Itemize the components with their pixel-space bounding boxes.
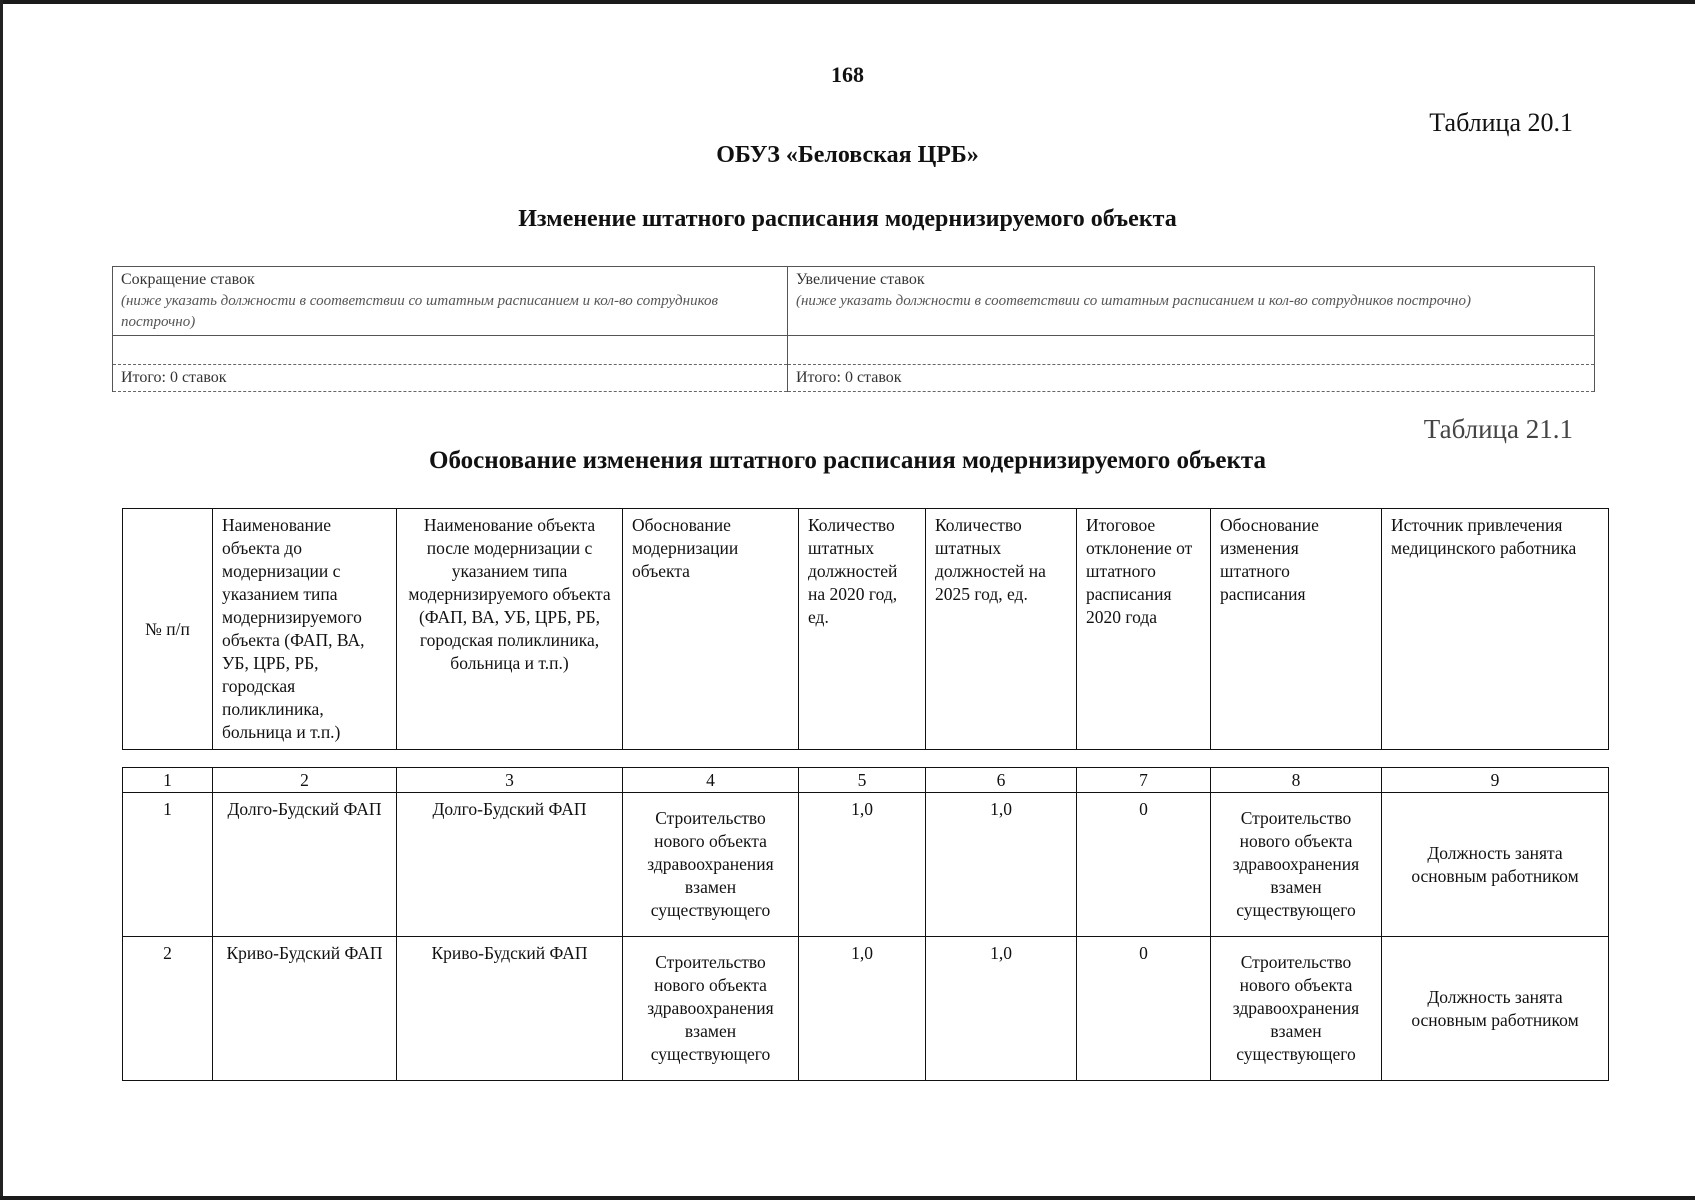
staff-2020: 1,0 (799, 937, 926, 1081)
scan-top-edge (0, 0, 1695, 4)
staff-table-header-row (113, 267, 1595, 336)
column-number: 3 (397, 768, 623, 793)
reduction-header: Сокращение ставок (121, 271, 255, 288)
staff-2025: 1,0 (926, 793, 1077, 937)
header-change-reason: Обоснование изменения штатного расписания (1211, 509, 1382, 750)
deviation: 0 (1077, 793, 1211, 937)
table-row (123, 793, 1609, 937)
increase-header: Увеличение ставок (796, 271, 925, 288)
column-number: 1 (123, 768, 213, 793)
header-staff-2025: Количество штатных должностей на 2025 год, ед. (926, 509, 1077, 750)
justification-data-table (122, 767, 1609, 1081)
column-number: 9 (1382, 768, 1609, 793)
header-number: № п/п (123, 509, 213, 750)
column-number: 5 (799, 768, 926, 793)
table-20-1-label: Таблица 20.1 (1429, 108, 1573, 137)
increase-note: (ниже указать должности в соответствии со штатным расписанием и кол-во сотрудников построчно) (796, 293, 1471, 309)
staff-2020: 1,0 (799, 793, 926, 937)
deviation: 0 (1077, 937, 1211, 1081)
header-row (123, 509, 1609, 750)
header-deviation: Итоговое отклонение от штатного расписания 2020 года (1077, 509, 1211, 750)
increase-total: Итого: 0 ставок (788, 365, 1595, 392)
header-object-before: Наименование объекта до модернизации с указанием типа модернизируемого объекта (ФАП, ВА, УБ, ЦРБ, РБ, городская поликлиника, больница и т.п.) (213, 509, 397, 750)
table-21-1-label: Таблица 21.1 (1423, 414, 1573, 444)
header-source: Источник привлечения медицинского работника (1382, 509, 1609, 750)
staff-source: Должность занята основным работником (1382, 937, 1609, 1081)
column-number: 8 (1211, 768, 1382, 793)
reduction-total: Итого: 0 ставок (113, 365, 788, 392)
staff-change-table (112, 266, 1595, 392)
column-number: 7 (1077, 768, 1211, 793)
staff-change-title: Изменение штатного расписания модернизируемого объекта (518, 206, 1177, 232)
scan-bottom-edge (0, 1196, 1695, 1200)
modernization-reason: Строительство нового объекта здравоохранения взамен существующего (623, 793, 799, 937)
modernization-reason: Строительство нового объекта здравоохранения взамен существующего (623, 937, 799, 1081)
staff-table-total-row (113, 365, 1595, 392)
organization-title: ОБУЗ «Беловская ЦРБ» (716, 142, 979, 168)
column-number-row (123, 768, 1609, 793)
column-number: 2 (213, 768, 397, 793)
reduction-header-cell (113, 267, 788, 336)
staff-source: Должность занята основным работником (1382, 793, 1609, 937)
increase-empty-cell (788, 336, 1595, 365)
staff-table-empty-row (113, 336, 1595, 365)
header-object-after: Наименование объекта после модернизации с указанием типа модернизируемого объекта (ФАП, ВА, УБ, ЦРБ, РБ, городская поликлиника, больница и т.п.) (397, 509, 623, 750)
row-number: 1 (123, 793, 213, 937)
column-number: 4 (623, 768, 799, 793)
object-before: Криво-Будский ФАП (213, 937, 397, 1081)
object-after: Долго-Будский ФАП (397, 793, 623, 937)
column-number: 6 (926, 768, 1077, 793)
object-before: Долго-Будский ФАП (213, 793, 397, 937)
reduction-empty-cell (113, 336, 788, 365)
staff-2025: 1,0 (926, 937, 1077, 1081)
scan-left-edge (0, 0, 3, 1200)
reduction-note: (ниже указать должности в соответствии со штатным расписанием и кол-во сотрудников построчно) (121, 293, 719, 330)
object-after: Криво-Будский ФАП (397, 937, 623, 1081)
page-number: 168 (831, 62, 864, 87)
change-reason: Строительство нового объекта здравоохранения взамен существующего (1211, 937, 1382, 1081)
justification-header-table (122, 508, 1609, 750)
header-staff-2020: Количество штатных должностей на 2020 год, ед. (799, 509, 926, 750)
header-modernization-reason: Обоснование модернизации объекта (623, 509, 799, 750)
change-reason: Строительство нового объекта здравоохранения взамен существующего (1211, 793, 1382, 937)
increase-header-cell (788, 267, 1595, 336)
row-number: 2 (123, 937, 213, 1081)
table-row (123, 937, 1609, 1081)
justification-title: Обоснование изменения штатного расписания модернизируемого объекта (429, 447, 1266, 474)
